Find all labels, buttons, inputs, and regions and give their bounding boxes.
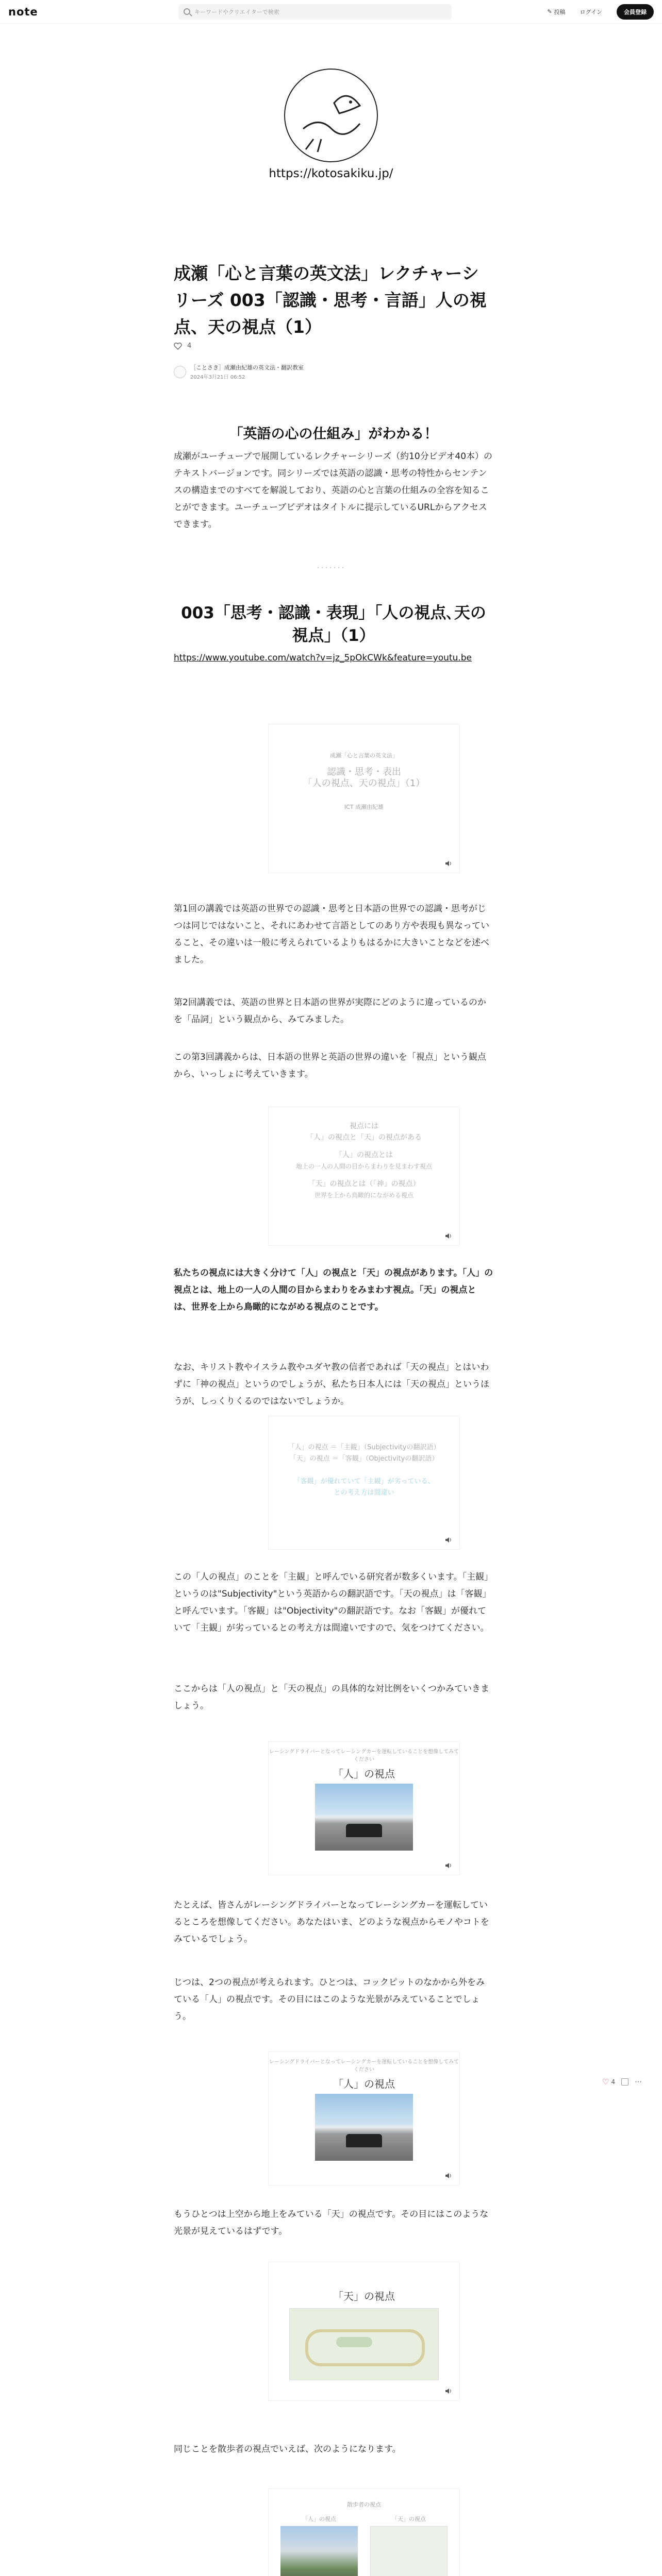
note-logo[interactable]: note (8, 5, 38, 18)
video-link[interactable]: https://www.youtube.com/watch?v=jz_5pOkCWk&feature=youtu.be (174, 653, 472, 663)
kotosaki-logo-illustration (283, 67, 379, 164)
slide-text: 視点には (350, 1122, 378, 1130)
slide-title: 「天」の視点 (333, 2290, 395, 2302)
body-paragraph: なお、キリスト教やイスラム教やユダヤ教の信者であれば「天の視点」とはいわずに「神の視点」というのでしょうが、私たち日本人には「天の視点」というほうが、しっくりくるのではないでしょうか。 (174, 1362, 489, 1406)
site-url[interactable]: https://kotosakiku.jp/ (269, 167, 393, 180)
heart-icon[interactable] (174, 343, 182, 350)
side-actions (602, 2077, 642, 2087)
street-map (370, 2526, 448, 2576)
heart-icon: ♡ (602, 2077, 609, 2087)
slide-figure-4[interactable] (268, 1741, 460, 1875)
post-label: 投稿 (554, 8, 566, 15)
author-block[interactable] (174, 363, 304, 380)
like-count: 4 (187, 342, 192, 350)
divider: ･･･････ (316, 564, 345, 571)
side-like-button[interactable] (602, 2077, 615, 2087)
slide-text: 「天」の視点とは（「神」の視点） (308, 1180, 420, 1188)
slide-text: ICT 成瀬由紀雄 (344, 804, 384, 810)
slide-text: 「人」の視点とは (335, 1151, 393, 1159)
body-paragraph (174, 1974, 493, 2025)
body-paragraph-bold (174, 1265, 493, 1316)
person-view (280, 2515, 358, 2576)
slide-figure-2[interactable] (268, 1107, 460, 1246)
slide-text: 成瀬「心と言葉の英文法」 (330, 752, 398, 759)
like-row (174, 342, 191, 350)
slide-figure-7[interactable] (268, 2488, 460, 2576)
body-paragraph: たとえば、皆さんがレーシングドライバーとなってレーシングカーを運転しているところを想像してください。あなたはいま、どのような視点からモノやコトをみているでしょう。 (174, 1900, 489, 1944)
slide-text: 「天」の視点 ＝「客観」（Objectivityの翻訳語） (289, 1455, 439, 1463)
slide-text: 「人」の視点 (302, 2516, 336, 2522)
street-photo (280, 2526, 358, 2576)
more-icon[interactable]: ⋯ (635, 2078, 642, 2086)
overhead-view (370, 2515, 448, 2576)
search-icon (184, 8, 190, 15)
body-paragraph: もうひとつは上空から地上をみている「天」の視点です。その目にはこのような光景が見えているはずです。 (174, 2209, 489, 2236)
slide-figure-1[interactable] (268, 724, 460, 873)
search-input[interactable] (178, 4, 452, 20)
share-icon[interactable] (621, 2078, 628, 2086)
body-paragraph: この「人の視点」のことを「主観」と呼んでいる研究者が数多くいます。「主観」というのは"Subjectivity"という英語からの翻訳語です。「天の視点」は「客観」と呼んでいます。「客観」は"Objectivity"の翻訳語です。なお「客観」が優れていて「主観」が劣っているとの考え方は間違いですので、気をつけてください。 (174, 1572, 493, 1633)
avatar[interactable] (174, 366, 186, 378)
slide-text: 地上の一人の人間の目からまわりを見まわす視点 (295, 1163, 432, 1170)
speaker-icon[interactable] (445, 860, 452, 867)
body-paragraph: 第2回講義では、英語の世界と日本語の世界が実際にどのように違っているのかを「品詞」という観点から、みてみました。 (174, 997, 486, 1025)
section-heading: 「英語の心の仕組み」がわかる！ (229, 426, 438, 442)
body-paragraph: この第3回講義からは、日本語の世界と英語の世界の違いを「視点」という観点から、いっしょに考えていきます。 (174, 1052, 486, 1079)
bold-text: 私たちの視点には大きく分けて「人」の視点と「天」の視点があります。「人」の視点とは、地上の一人の人間の目からまわりをみまわす視点。「天」の視点とは、世界を上から鳥瞰的にながめる視点のことです。 (174, 1268, 493, 1312)
speaker-icon[interactable] (445, 1537, 452, 1543)
search-placeholder: キーワードやクリエイターで検索 (194, 8, 279, 15)
slide-figure-3[interactable] (268, 1416, 460, 1550)
body-text: じつは、2つの視点が考えられます。ひとつは、コックピットのなかから外をみている「人」の視点です。その目にはこのような光景がみえていることでしょう。 (174, 1977, 485, 2022)
body-paragraph: ここからは「人の視点」と「天の視点」の具体的な対比例をいくつかみていきましょう。 (174, 1684, 489, 1711)
speaker-icon[interactable] (445, 2173, 452, 2179)
author-name[interactable]: ［ことさき］成瀬由紀雄の英文法・翻訳教室 (190, 364, 304, 371)
slide-text: 認識・思考・表出 (327, 767, 401, 777)
slide-caption: レーシングドライバーとなってレーシングカーを運転していることを想像してみてください (269, 2059, 459, 2073)
slide-caption: レーシングドライバーとなってレーシングカーを運転していることを想像してみてください (269, 1749, 459, 1762)
slide-title: 「人」の視点 (333, 1768, 395, 1780)
slide-title: 「人」の視点 (333, 2078, 395, 2090)
login-button[interactable]: ログイン (580, 8, 602, 15)
slide-text: 「人の視点、天の視点」（1） (303, 778, 425, 789)
article-title: 成瀬「心と言葉の英文法」レクチャーシリーズ 003「認識・思考・言語」人の視点、天の視点（1） (174, 263, 487, 337)
pencil-icon: ✎ (547, 8, 552, 15)
side-like-count: 4 (611, 2078, 616, 2086)
speaker-icon[interactable] (445, 1233, 452, 1239)
body-paragraph: 第1回の講義では英語の世界での認識・思考と日本語の世界での認識・思考がじつは同じではないこと、それにあわせて言語としてのあり方や表現も異なっていること、その違いは一般に考えられているよりもはるかに大きいことなどを述べました。 (174, 904, 489, 965)
split-view (269, 2515, 459, 2576)
speaker-icon[interactable] (445, 2388, 452, 2394)
section-heading: 003「思考・認識・表現」「人の視点､天の視点」（1） (181, 604, 486, 645)
slide-caption: 散歩者の視点 (347, 2501, 381, 2508)
slide-figure-6[interactable] (268, 2262, 460, 2401)
slide-figure-5[interactable] (268, 2052, 460, 2185)
slide-text: 「人」の視点と「天」の視点がある (306, 1133, 422, 1142)
slide-text: 世界を上から鳥瞰的にながめる視点 (314, 1192, 413, 1199)
slide-text: 「客観」が優れていて「主観」が劣っている、 (293, 1478, 435, 1485)
slide-text: 「人」の視点 ＝「主観」（Subjectivityの翻訳語） (288, 1444, 440, 1451)
racing-photo (315, 2094, 413, 2161)
post-date: 2024年3月21日 06:52 (190, 375, 245, 380)
slide-text: との考え方は間違い (334, 1489, 394, 1497)
speaker-icon[interactable] (445, 1862, 452, 1869)
slide-text: 「天」の視点 (392, 2516, 426, 2522)
intro-paragraph: 成瀬がユーチューブで展開しているレクチャーシリーズ（約10分ビデオ40本）のテキストバージョンです。同シリーズでは英語の認識・思考の特性からセンテンスの構造までのすべてを解説しており、英語の心と言葉の仕組みの全容を知ることができます。ユーチューブビデオはタイトルに提示しているURLからアクセスできます。 (174, 451, 493, 530)
site-header (0, 0, 662, 24)
body-paragraph: 同じことを散歩者の視点でいえば、次のようになります。 (174, 2444, 401, 2454)
circuit-map (289, 2308, 439, 2380)
racing-photo (315, 1784, 413, 1851)
post-button[interactable] (547, 8, 565, 16)
header-actions (547, 4, 654, 20)
register-button[interactable]: 会員登録 (617, 4, 654, 20)
